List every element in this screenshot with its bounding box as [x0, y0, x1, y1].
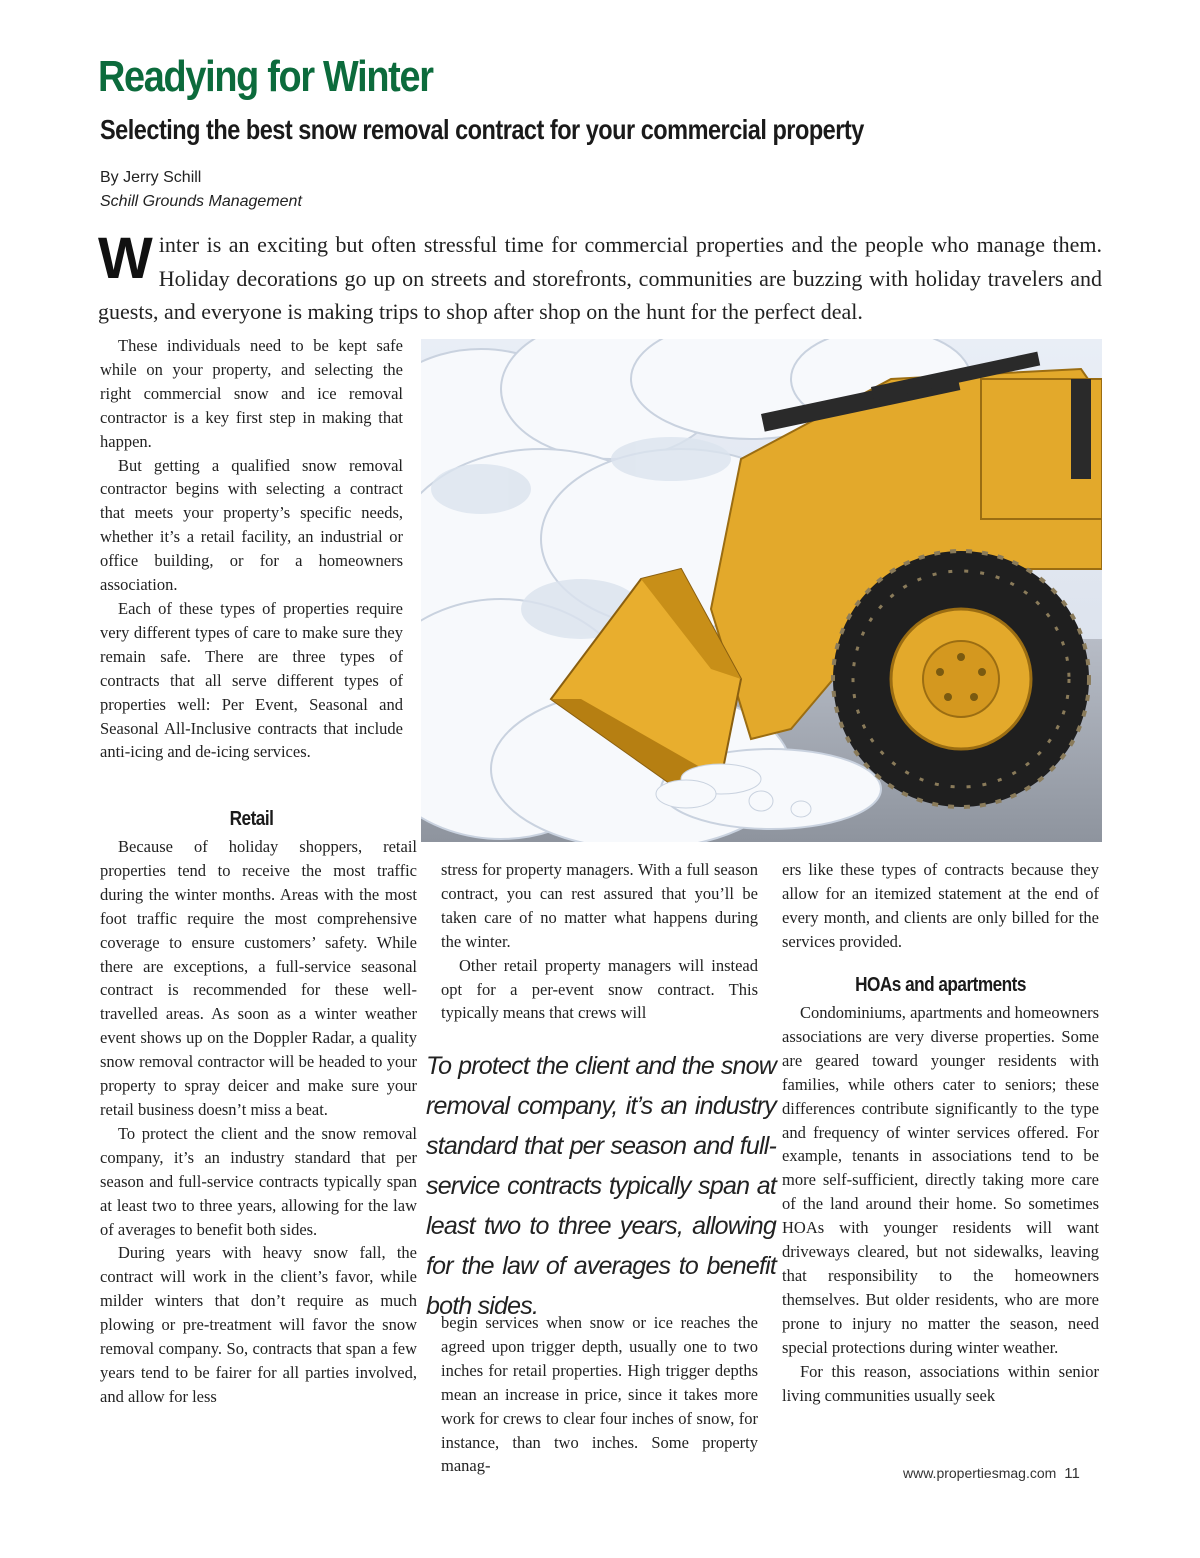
paragraph: ers like these types of contracts because they allow for an itemized statement at the end of every month, and clients are only billed for the services provided. [782, 860, 1099, 951]
page-number: 11 [1064, 1465, 1080, 1482]
paragraph: Each of these types of properties require very different types of care to make sure they remain safe. There are three types of contracts that all serve different types of properties well: Per Event, Seasonal and Seasonal All-Inclusive contracts that include anti-icing and de-icing services. [100, 598, 403, 762]
paragraph: These individuals need to be kept safe while on your property, and selecting the right commercial snow and ice removal contractor is a key first step in making that happen. [100, 336, 403, 451]
paragraph: begin services when snow or ice reaches the agreed upon trigger depth, usually one to two inches for retail properties. High trigger depths mean an increase in price, since it takes more work for crews to clear four inches of snow, for instance, than two inches. Some property manag- [441, 1313, 758, 1476]
column-1-upper [100, 334, 403, 764]
lede-text: inter is an exciting but often stressful time for commercial properties and the people who manage them. Holiday decorations go up on streets and storefronts, communities are buzzing with holiday travelers and guests, and everyone is making trips to shop after shop on the hunt for the perfect deal. [98, 232, 1102, 324]
article-title: Readying for Winter [98, 52, 433, 101]
author-organization: Schill Grounds Management [100, 193, 302, 210]
page-footer [903, 1465, 1080, 1482]
section-heading-retail: Retail [229, 808, 274, 830]
article-subtitle: Selecting the best snow removal contract for your commercial property [100, 114, 864, 145]
column-3-upper [782, 858, 1099, 954]
snow-loader-photo [421, 339, 1102, 842]
pull-quote: To protect the client and the snow removal company, it’s an industry standard that per season and full-service contracts typically span at least two to three years, allowing for the law of averages to benefit both sides. [426, 1052, 776, 1320]
paragraph: But getting a qualified snow removal contractor begins with selecting a contract that meets your property’s specific needs, whether it’s a retail facility, an industrial or office building, or for a homeowners association. [100, 455, 403, 595]
footer-url[interactable]: www.propertiesmag.com [903, 1465, 1057, 1481]
section-heading-hoa: HOAs and apartments [855, 974, 1026, 996]
paragraph: Other retail property managers will instead opt for a per-event snow contract. This typically means that crews will [441, 955, 758, 1023]
paragraph: For this reason, associations within senior living communities usually seek [782, 1361, 1099, 1405]
paragraph: stress for property managers. With a full season contract, you can rest assured that you’ll be taken care of no matter what happens during the winter. [441, 860, 758, 951]
lede-paragraph [98, 228, 1102, 329]
drop-cap: W [98, 226, 153, 291]
paragraph: Condominiums, apartments and homeowners associations are very diverse properties. Some are geared toward younger residents with families, while others cater to seniors; these differences contribute significantly to the type and frequency of winter services offered. For example, tenants in associations tend to be more self-sufficient, directly taking more care of the land around their home. So sometimes HOAs with younger residents will want driveways cleared, but not sidewalks, leaving that responsibility to the homeowners themselves. But older residents, who are more prone to injury no matter the season, need special protections during winter weather. [782, 1003, 1099, 1357]
paragraph: During years with heavy snow fall, the contract will work in the client’s favor, while milder winters that don’t require as much plowing or pre-treatment will favor the snow removal company. So, contracts that span a few years tend to be fairer for all parties involved, and allow for less [100, 1243, 417, 1406]
paragraph: To protect the client and the snow removal company, it’s an industry standard that per season and full-service contracts typically span at least two to three years, allowing for the law of averages to benefit both sides. [100, 1123, 417, 1239]
byline [100, 166, 302, 214]
author-name: By Jerry Schill [100, 169, 202, 186]
paragraph: Because of holiday shoppers, retail properties tend to receive the most traffic during the winter months. Areas with the most foot traffic require the most comprehensive coverage to ensure customers’ safety. While there are exceptions, a full-service seasonal contract is recommended for these well-travelled areas. As soon as a winter weather event shows up on the Doppler Radar, a quality snow removal contractor will be headed to your property to spray deicer and make sure your retail business doesn’t miss a beat. [100, 837, 417, 1119]
column-1-lower [100, 835, 417, 1409]
column-2-lower [441, 1311, 758, 1478]
column-2-upper [441, 858, 758, 1025]
column-3-lower [782, 1001, 1099, 1407]
